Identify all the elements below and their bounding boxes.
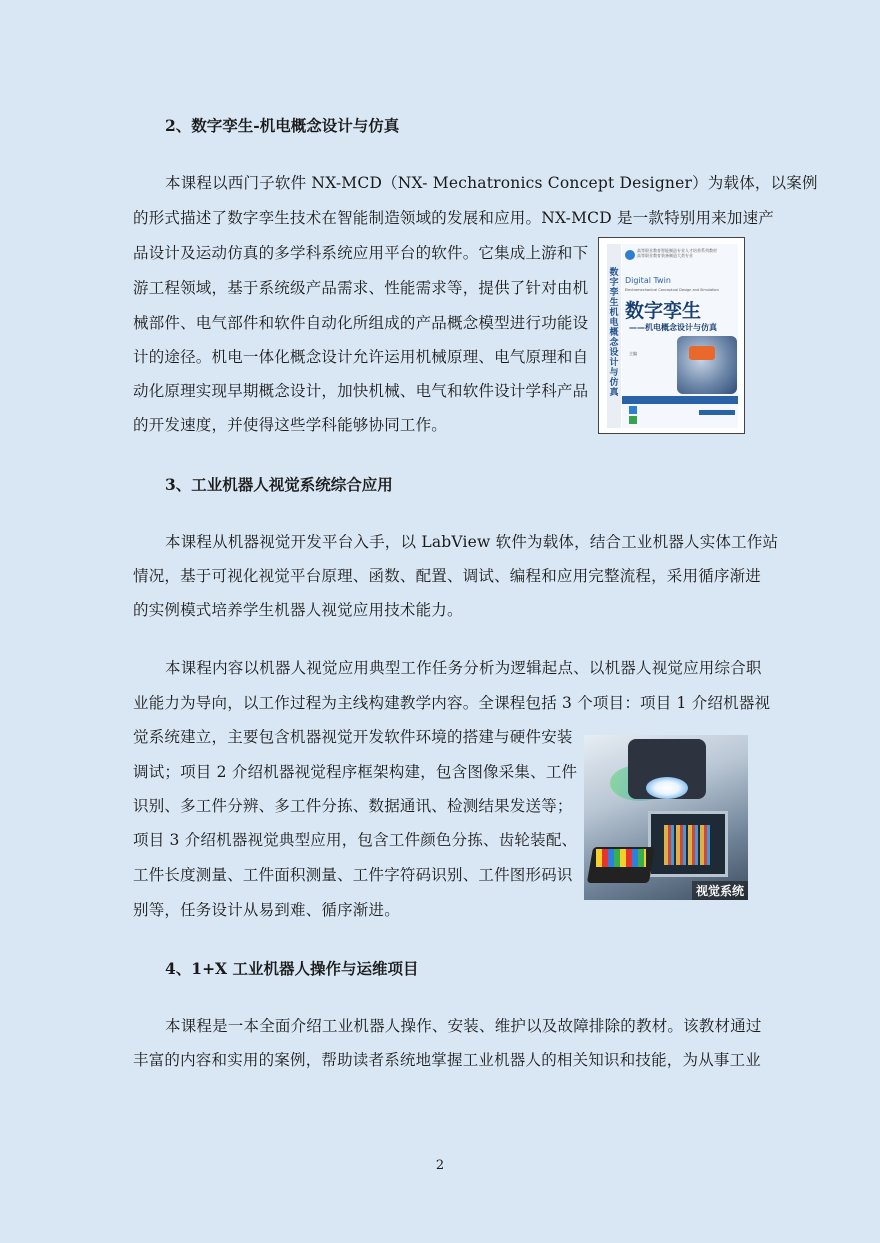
book-spine-text: 数字孪生 机电概念设计与仿真 bbox=[609, 268, 619, 398]
section-heading-3: 3、工业机器人视觉系统综合应用 bbox=[165, 475, 393, 494]
chart-bars-icon bbox=[664, 825, 712, 865]
paragraph-line: 的实例模式培养学生机器人视觉应用技术能力。 bbox=[133, 601, 463, 619]
publisher-mark-icon bbox=[699, 410, 735, 415]
badge-icon bbox=[629, 406, 637, 414]
publisher-logo-icon bbox=[625, 250, 635, 260]
book-series-line: 高等职业教育装备制造大类专业 bbox=[637, 253, 693, 258]
paragraph-line: 游工程领域，基于系统级产品需求、性能需求等，提供了针对由机 bbox=[133, 279, 589, 297]
book-series-text bbox=[637, 248, 717, 258]
vision-system-photo bbox=[584, 735, 748, 900]
paragraph-line: 项目 3 介绍机器视觉典型应用，包含工件颜色分拣、齿轮装配、 bbox=[133, 831, 578, 849]
book-subtitle-english: Electromechanical Conceptual Design and Simulation bbox=[625, 288, 719, 292]
badge-icon bbox=[629, 416, 637, 424]
book-stripe bbox=[622, 396, 738, 404]
page-number: 2 bbox=[435, 1158, 445, 1173]
paragraph-line: 调试；项目 2 介绍机器视觉程序框架构建，包含图像采集、工件 bbox=[133, 763, 578, 781]
paragraph-line: 动化原理实现早期概念设计，加快机械、电气和软件设计学科产品 bbox=[133, 382, 589, 400]
book-subtitle: ——机电概念设计与仿真 bbox=[629, 323, 717, 332]
paragraph-line: 工件长度测量、工件面积测量、工件字符码识别、工件图形码识 bbox=[133, 866, 573, 884]
paragraph-line: 本课程是一本全面介绍工业机器人操作、安装、维护以及故障排除的教材。该教材通过 bbox=[165, 1017, 762, 1035]
ring-light-icon bbox=[646, 777, 688, 799]
book-authors: 主编 bbox=[629, 351, 637, 356]
paragraph-line: 品设计及运动仿真的多学科系统应用平台的软件。它集成上游和下 bbox=[133, 244, 589, 262]
paragraph-line: 的形式描述了数字孪生技术在智能制造领域的发展和应用。NX-MCD 是一款特别用来加速产 bbox=[133, 209, 774, 227]
book-series-line: 高等职业教育智能制造专业人才培养系列教材 bbox=[637, 248, 717, 253]
paragraph-line: 本课程内容以机器人视觉应用典型工作任务分析为逻辑起点、以机器人视觉应用综合职 bbox=[165, 659, 762, 677]
paragraph-line: 业能力为导向，以工作过程为主线构建教学内容。全课程包括 3 个项目：项目 1 介绍机器视 bbox=[133, 694, 771, 712]
paragraph-line: 本课程以西门子软件 NX-MCD（NX- Mechatronics Concept Designer）为载体，以案例 bbox=[165, 174, 818, 192]
paragraph-line: 别等，任务设计从易到难、循序渐进。 bbox=[133, 901, 400, 919]
book-cover-image bbox=[598, 237, 745, 434]
paragraph-line: 械部件、电气部件和软件自动化所组成的产品概念模型进行功能设 bbox=[133, 314, 589, 332]
paragraph-line: 觉系统建立，主要包含机器视觉开发软件环境的搭建与硬件安装 bbox=[133, 728, 573, 746]
book-title-english: Digital Twin bbox=[625, 276, 671, 285]
section-heading-4: 4、1+X 工业机器人操作与运维项目 bbox=[165, 959, 419, 978]
paragraph-line: 识别、多工件分辨、多工件分拣、数据通讯、检测结果发送等； bbox=[133, 797, 573, 815]
paragraph-line: 丰富的内容和实用的案例，帮助读者系统地掌握工业机器人的相关知识和技能，为从事工业 bbox=[133, 1051, 762, 1069]
book-title: 数字孪生 bbox=[625, 300, 702, 322]
paragraph-line: 计的途径。机电一体化概念设计允许运用机械原理、电气原理和自 bbox=[133, 348, 589, 366]
section-heading-2: 2、数字孪生-机电概念设计与仿真 bbox=[165, 116, 400, 135]
paragraph-line: 本课程从机器视觉开发平台入手，以 LabView 软件为载体，结合工业机器人实体工作站 bbox=[165, 533, 779, 551]
robot-illustration-icon bbox=[677, 336, 737, 394]
robot-arm-icon bbox=[689, 346, 715, 360]
photo-caption: 视觉系统 bbox=[692, 881, 748, 900]
colored-parts-icon bbox=[596, 849, 646, 867]
paragraph-line: 的开发速度，并使得这些学科能够协同工作。 bbox=[133, 416, 448, 434]
paragraph-line: 情况，基于可视化视觉平台原理、函数、配置、调试、编程和应用完整流程，采用循序渐进 bbox=[133, 567, 762, 585]
